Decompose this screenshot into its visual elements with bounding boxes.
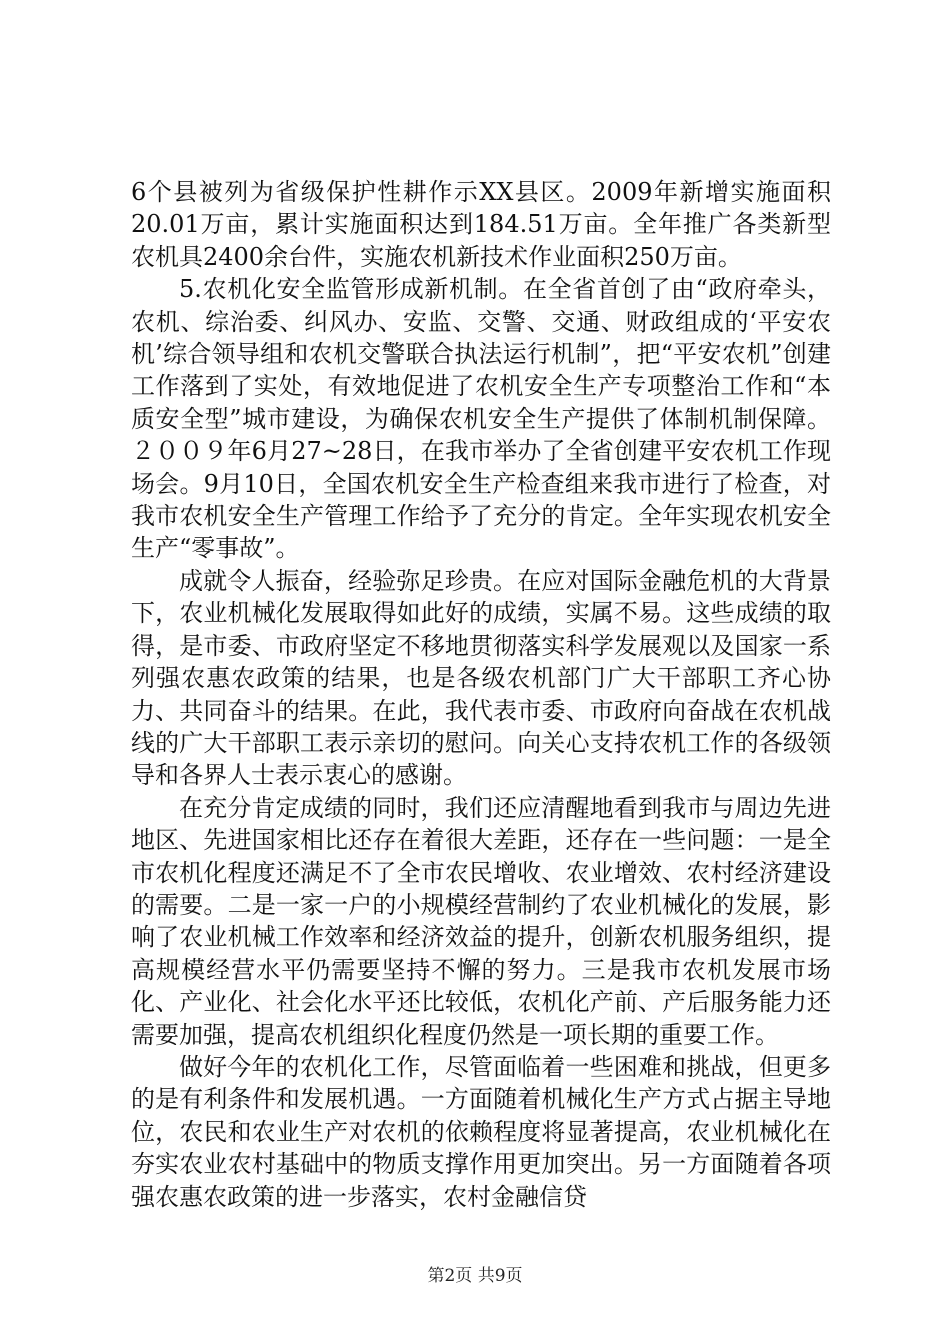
paragraph-2: 5.农机化安全监管形成新机制。在全省首创了由“政府牵头，农机、综治委、纠风办、安监、交警、交通、财政组成的‘平安农机’综合领导组和农机交警联合执法运行机制”，把“平安农机”创建工作落到了实处，有效地促进了农机安全生产专项整治工作和“本质安全型”城市建设，为确保农机安全生产提供了体制机制保障。２００９年6月27~28日，在我市举办了全省创建平安农机工作现场会。9月10日，全国农机安全生产检查组来我市进行了检查，对我市农机安全生产管理工作给予了充分的肯定。全年实现农机安全生产“零事故”。	[131, 275, 831, 563]
paragraph-5: 做好今年的农机化工作，尽管面临着一些困难和挑战，但更多的是有利条件和发展机遇。一方面随着机械化生产方式占据主导地位，农民和农业生产对农机的依赖程度将显著提高，农业机械化在夯实农业农村基础中的物质支撑作用更加突出。另一方面随着各项强农惠农政策的进一步落实，农村金融信贷	[131, 1052, 831, 1211]
document-body	[131, 176, 831, 1213]
paragraph-1: 6个县被列为省级保护性耕作示XX县区。2009年新增实施面积20.01万亩，累计实施面积达到184.51万亩。全年推广各类新型农机具2400余台件，实施农机新技术作业面积250万亩。	[131, 178, 831, 271]
paragraph-3: 成就令人振奋，经验弥足珍贵。在应对国际金融危机的大背景下，农业机械化发展取得如此好的成绩，实属不易。这些成绩的取得，是市委、市政府坚定不移地贯彻落实科学发展观以及国家一系列强农惠农政策的结果，也是各级农机部门广大干部职工齐心协力、共同奋斗的结果。在此，我代表市委、市政府向奋战在农机战线的广大干部职工表示亲切的慰问。向关心支持农机工作的各级领导和各界人士表示衷心的感谢。	[131, 566, 831, 790]
paragraph-4: 在充分肯定成绩的同时，我们还应清醒地看到我市与周边先进地区、先进国家相比还存在着很大差距，还存在一些问题：一是全市农机化程度还满足不了全市农民增收、农业增效、农村经济建设的需要。二是一家一户的小规模经营制约了农业机械化的发展，影响了农业机械工作效率和经济效益的提升，创新农机服务组织，提高规模经营水平仍需要坚持不懈的努力。三是我市农机发展市场化、产业化、社会化水平还比较低，农机化产前、产后服务能力还需要加强，提高农机组织化程度仍然是一项长期的重要工作。	[131, 793, 831, 1049]
page-footer: 第2页 共9页	[427, 1266, 523, 1286]
